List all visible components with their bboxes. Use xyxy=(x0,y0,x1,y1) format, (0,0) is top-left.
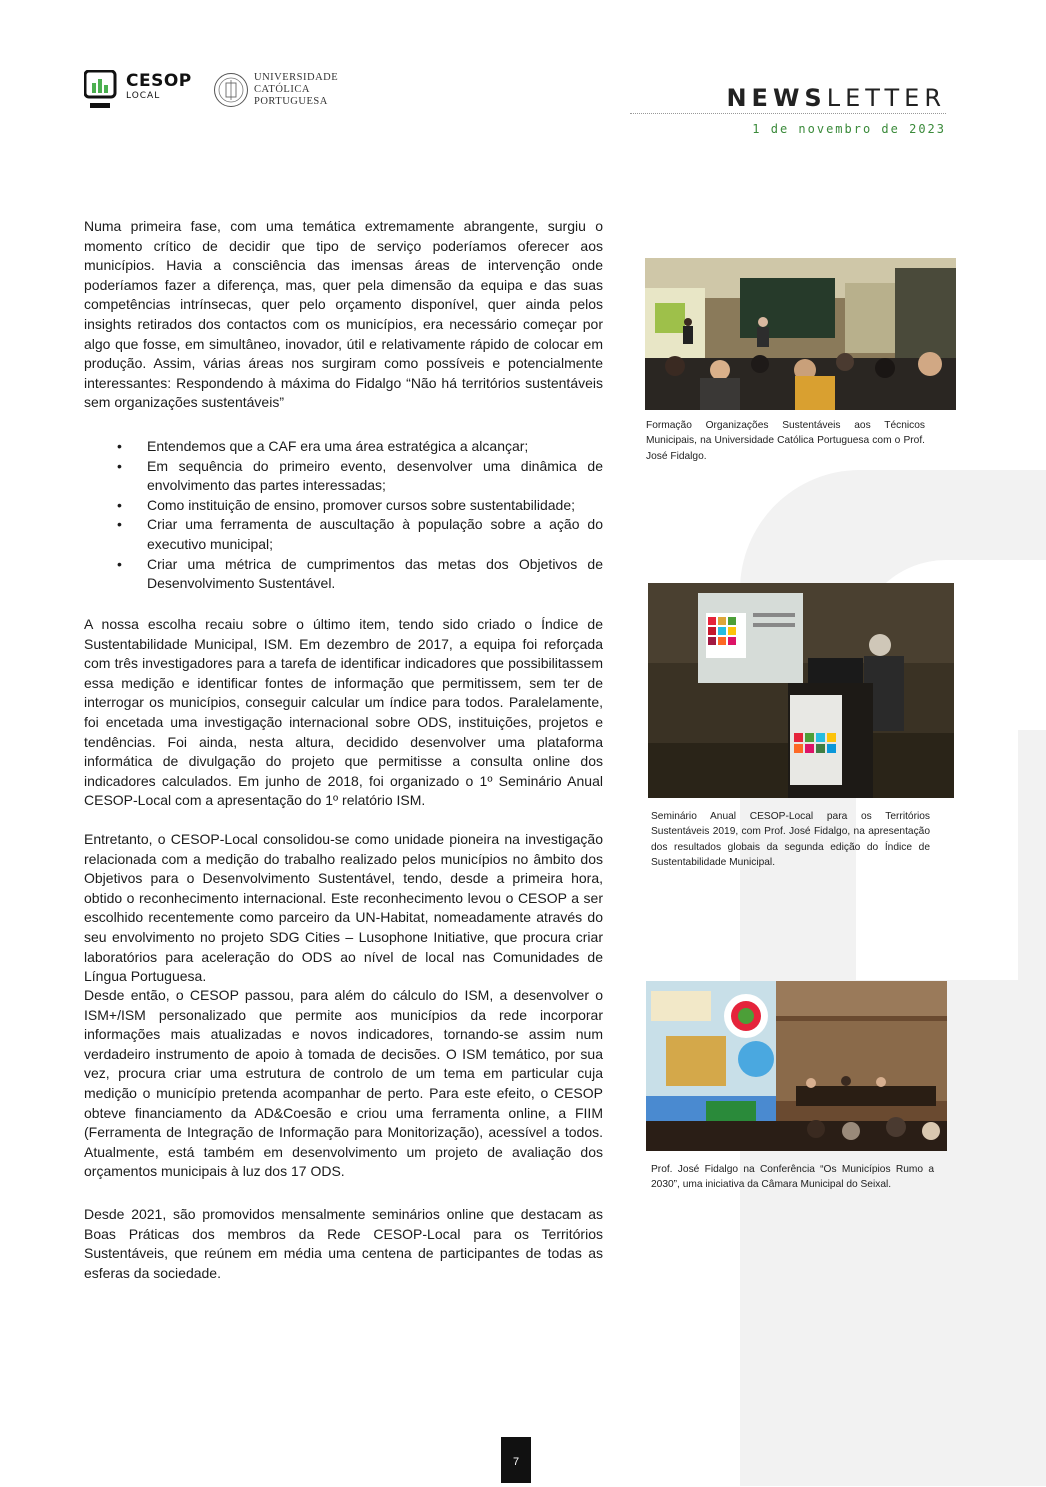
newsletter-title xyxy=(726,84,946,112)
university-line: UNIVERSIDADE xyxy=(254,72,339,83)
paragraph-3 xyxy=(84,830,603,987)
background-watermark-bar xyxy=(1018,730,1046,980)
bullet-list xyxy=(84,437,603,594)
paragraph-text: Numa primeira fase, com uma temática extremamente abrangente, surgiu o momento crítico de decidir que tipo de serviço poderíamos oferecer aos municípios. Havia a consciência das imensas áreas de intervenção onde poderíamos fazer a diferença, mas, quer pela dimensão da equipa e das suas competências intrínsecas, quer pelo orçamento disponível, quer ainda pelos insights retirados dos contactos com os municípios, era necessário começar por algo que fosse, em simultâneo, inovador, útil e relativamente rápido de colocar em produção. Assim, várias áreas nos surgiram como possíveis e potencialmente interessantes: Respondendo à máxima do Fidalgo “Não há territórios sustentáveis sem organizações sustentáveis” xyxy=(84,218,603,411)
issue-date: 1 de novembro de 2023 xyxy=(752,122,946,136)
newsletter-title-bold: NEWS xyxy=(726,84,827,112)
list-item: • Criar uma ferramenta de auscultação à população sobre a ação do executivo municipal; xyxy=(84,515,603,554)
figure-caption: Formação Organizações Sustentáveis aos Técnicos Municipais, na Universidade Católica Portuguesa com o Prof. José Fidalgo. xyxy=(646,420,925,462)
cesop-logo-icon xyxy=(84,70,120,110)
paragraph-4 xyxy=(84,986,603,1182)
header-divider xyxy=(630,113,946,114)
paragraph-1 xyxy=(84,217,603,413)
list-item: • Como instituição de ensino, promover cursos sobre sustentabilidade; xyxy=(84,496,603,516)
list-item: • Entendemos que a CAF era uma área estratégica a alcançar; xyxy=(84,437,603,457)
logo-subtitle: LOCAL xyxy=(126,91,161,101)
figure-caption: Prof. José Fidalgo na Conferência “Os Municípios Rumo a 2030”, uma iniciativa da Câmara Municipal do Seixal. xyxy=(651,1164,934,1191)
paragraph-text: Entretanto, o CESOP-Local consolidou-se como unidade pioneira na investigação relacionada com a medição do trabalho realizado pelos municípios no âmbito dos Objetivos para o Desenvolvimento Sustentável, tendo, desde a primeira hora, obtido o reconhecimento internacional. Este reconhecimento levou o CESOP a ser escolhido recentemente como parceiro da UN-Habitat, nomeadamente através do seu envolvimento no projeto SDG Cities – Lusophone Initiative, que procura criar laboratórios para aceleração do ODS ao nível de local nas Comunidades de Língua Portuguesa. xyxy=(84,831,603,985)
photo-annual-seminar xyxy=(648,583,954,798)
newsletter-title-rest: LETTER xyxy=(826,84,946,112)
paragraph-text: A nossa escolha recaiu sobre o último item, tendo sido criado o Índice de Sustentabilidade Municipal, ISM. Em dezembro de 2017, a equipa foi reforçada com três investigadores para a tarefa de identificar indicadores que possibilitassem essa medição e identificar fontes de informação que permitissem, sem ter de interrogar os municípios, conseguir calcular um índice para todos. Paralelamente, foi encetada uma investigação internacional sobre ODS, instituições, projetos e tendências. Foi ainda, nesta altura, decidido desenvolver uma plataforma informática de divulgação do projeto que permitisse a consulta online dos indicadores calculados. Em junho de 2018, foi organizado o 1º Seminário Anual CESOP-Local com a apresentação do 1º relatório ISM. xyxy=(84,616,603,809)
university-name xyxy=(254,72,338,108)
list-item: • Criar uma métrica de cumprimentos das metas dos Objetivos de Desenvolvimento Sustentável. xyxy=(84,555,603,594)
paragraph-text: Desde então, o CESOP passou, para além do cálculo do ISM, a desenvolver o ISM+/ISM personalizado que permite aos municípios da rede incorporar informações mais atualizadas e novos indicadores, tornando-se assim num verdadeiro instrumento de apoio à tomada de decisões. O ISM temático, por sua vez, procura criar uma estrutura de controlo de um tema em particular cuja medição o município pretenda acompanhar de perto. Para este efeito, o CESOP obteve financiamento da AD&Coesão e criou uma ferramenta online, a FIIM (Ferramenta de Integração de Informação para Monitorização), acessível a todos. Atualmente, está também em desenvolvimento um projeto de avaliação dos orçamentos municipais à luz dos 17 ODS. xyxy=(84,987,603,1180)
photo-classroom-training xyxy=(645,258,956,410)
paragraph-5 xyxy=(84,1205,603,1283)
page-number: 7 xyxy=(501,1437,531,1483)
figure-caption: Seminário Anual CESOP-Local para os Territórios Sustentáveis 2019, com Prof. José Fidalgo, na apresentação dos resultados globais da segunda edição do Índice de Sustentabilidade Municipal. xyxy=(651,811,930,868)
list-item: • Em sequência do primeiro evento, desenvolver uma dinâmica de envolvimento das partes interessadas; xyxy=(84,457,603,496)
university-line: CATÓLICA xyxy=(254,84,310,95)
logo-name: CESOP xyxy=(126,71,192,91)
photo-conference-seixal xyxy=(646,981,947,1151)
university-line: PORTUGUESA xyxy=(254,96,328,107)
university-seal-icon xyxy=(213,72,249,108)
paragraph-2 xyxy=(84,615,603,811)
paragraph-text: Desde 2021, são promovidos mensalmente seminários online que destacam as Boas Práticas dos membros da Rede CESOP-Local para os Territórios Sustentáveis, que reúnem em média uma centena de participantes de todas as esferas da sociedade. xyxy=(84,1206,603,1281)
